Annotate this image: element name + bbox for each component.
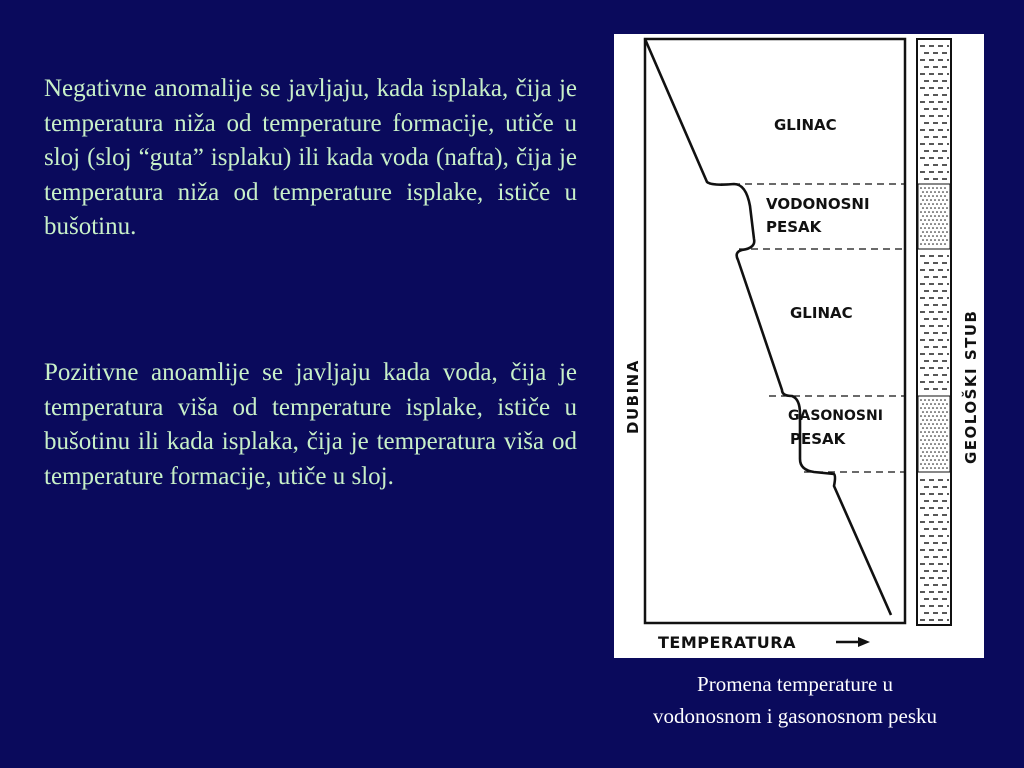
sand-dot [920, 399, 922, 401]
sand-dot [932, 407, 934, 409]
axis-label-temperature: TEMPERATURA [658, 633, 796, 652]
sand-dot [922, 467, 924, 469]
sand-dot [946, 403, 948, 405]
layer-label: GLINAC [774, 116, 837, 134]
sand-dot [936, 243, 938, 245]
sand-dot [932, 463, 934, 465]
sand-dot [932, 447, 934, 449]
sand-dot [946, 199, 948, 201]
paragraph-negative-anomalies: Negativne anomalije se javljaju, kada isplaka, čija je temperatura niža od temperature formacije, utiče u sloj (sloj “guta” isplaku) ili kada voda (nafta), čija je temperatura niža od temperature isplake, ističe u bušotinu. [44, 75, 577, 240]
column-label: GEOLOŠKI STUB [962, 309, 980, 464]
sand-dot [936, 463, 938, 465]
sand-dot [942, 419, 944, 421]
layer-label: PESAK [790, 430, 846, 448]
sand-dot [922, 191, 924, 193]
sand-dot [940, 423, 942, 425]
sand-dot [932, 439, 934, 441]
sand-dot [934, 199, 936, 201]
sand-dot [936, 447, 938, 449]
sand-dot [940, 195, 942, 197]
sand-dot [922, 199, 924, 201]
sand-dot [940, 211, 942, 213]
sand-dot [928, 243, 930, 245]
sand-dot [944, 399, 946, 401]
sand-dot [940, 407, 942, 409]
sand-dot [920, 195, 922, 197]
sand-dot [932, 227, 934, 229]
sand-dot [928, 235, 930, 237]
sand-dot [926, 419, 928, 421]
sand-dot [924, 399, 926, 401]
sand-dot [944, 235, 946, 237]
sand-dot [934, 443, 936, 445]
sand-dot [936, 195, 938, 197]
sand-dot [944, 463, 946, 465]
sand-dot [928, 407, 930, 409]
sand-dot [946, 419, 948, 421]
sand-dot [924, 415, 926, 417]
sand-dot [922, 419, 924, 421]
sand-dot [946, 459, 948, 461]
sand-dot [940, 243, 942, 245]
sand-dot [920, 227, 922, 229]
sand-dot [936, 227, 938, 229]
sand-dot [930, 435, 932, 437]
sand-dot [924, 227, 926, 229]
sand-dot [926, 207, 928, 209]
sand-dot [934, 215, 936, 217]
sand-dot [922, 459, 924, 461]
sand-dot [942, 199, 944, 201]
sand-dot [926, 215, 928, 217]
sand-dot [926, 427, 928, 429]
sand-dot [944, 243, 946, 245]
sand-dot [934, 459, 936, 461]
sand-dot [922, 215, 924, 217]
sand-dot [928, 463, 930, 465]
sand-dot [944, 415, 946, 417]
sand-dot [930, 459, 932, 461]
sand-dot [922, 451, 924, 453]
sand-dot [932, 187, 934, 189]
sand-dot [932, 235, 934, 237]
sand-dot [942, 239, 944, 241]
sand-dot [942, 191, 944, 193]
sand-dot [936, 211, 938, 213]
sand-dot [934, 419, 936, 421]
sand-dot [940, 235, 942, 237]
sand-dot [924, 423, 926, 425]
sand-dot [920, 423, 922, 425]
sand-dot [924, 211, 926, 213]
sand-dot [946, 191, 948, 193]
sand-dot [928, 439, 930, 441]
sand-dot [934, 411, 936, 413]
sand-dot [922, 223, 924, 225]
sand-dot [936, 219, 938, 221]
geological-column [917, 39, 951, 625]
sand-dot [940, 415, 942, 417]
layer-label: VODONOSNI [766, 195, 870, 213]
sand-dot [926, 239, 928, 241]
sand-dot [932, 423, 934, 425]
sand-dot [932, 195, 934, 197]
sand-dot [928, 195, 930, 197]
sand-dot [926, 459, 928, 461]
sand-dot [922, 239, 924, 241]
sand-dot [926, 223, 928, 225]
figure-svg [614, 34, 984, 658]
sand-dot [940, 463, 942, 465]
sand-dot [940, 455, 942, 457]
sand-dot [944, 439, 946, 441]
sand-dot [928, 423, 930, 425]
sand-dot [920, 211, 922, 213]
sand-dot [932, 219, 934, 221]
sand-dot [944, 431, 946, 433]
sand-dot [940, 219, 942, 221]
sand-dot [940, 187, 942, 189]
sand-dot [930, 443, 932, 445]
sand-dot [930, 427, 932, 429]
sand-dot [936, 187, 938, 189]
sand-dot [938, 223, 940, 225]
sand-dot [924, 243, 926, 245]
axis-label-depth: DUBINA [624, 359, 642, 434]
sand-dot [930, 199, 932, 201]
sand-dot [924, 463, 926, 465]
sand-dot [932, 243, 934, 245]
sand-dot [940, 439, 942, 441]
sand-dot [926, 411, 928, 413]
sand-dot [920, 463, 922, 465]
sand-dot [938, 467, 940, 469]
sand-dot [930, 215, 932, 217]
sand-dot [944, 187, 946, 189]
sand-dot [940, 203, 942, 205]
sand-dot [920, 415, 922, 417]
sand-dot [946, 223, 948, 225]
sand-dot [930, 419, 932, 421]
sand-dot [922, 411, 924, 413]
sand-dot [936, 415, 938, 417]
sand-dot [922, 207, 924, 209]
sand-dot [946, 451, 948, 453]
sand-dot [936, 407, 938, 409]
sand-dot [928, 203, 930, 205]
sand-dot [946, 435, 948, 437]
sand-dot [930, 403, 932, 405]
sand-dot [940, 227, 942, 229]
sand-dot [928, 431, 930, 433]
sand-dot [944, 407, 946, 409]
sand-dot [920, 243, 922, 245]
sand-dot [938, 411, 940, 413]
sand-dot [944, 203, 946, 205]
sand-dot [924, 235, 926, 237]
sand-dot [920, 219, 922, 221]
sand-dot [936, 399, 938, 401]
sand-dot [924, 195, 926, 197]
sand-dot [922, 443, 924, 445]
sand-dot [942, 451, 944, 453]
sand-dot [928, 219, 930, 221]
sand-dot [932, 211, 934, 213]
sand-dot [928, 399, 930, 401]
sand-dot [938, 427, 940, 429]
sand-dot [940, 399, 942, 401]
sand-dot [922, 435, 924, 437]
sand-dot [934, 223, 936, 225]
sand-dot [926, 443, 928, 445]
sand-dot [920, 455, 922, 457]
sand-dot [924, 455, 926, 457]
sand-dot [920, 235, 922, 237]
sand-dot [928, 455, 930, 457]
sand-dot [924, 219, 926, 221]
sand-dot [928, 211, 930, 213]
sand-dot [944, 211, 946, 213]
sand-dot [944, 227, 946, 229]
sand-dot [938, 215, 940, 217]
sand-dot [946, 215, 948, 217]
sand-dot [920, 439, 922, 441]
sand-dot [932, 203, 934, 205]
sand-dot [924, 187, 926, 189]
sand-dot [926, 199, 928, 201]
sand-dot [944, 455, 946, 457]
sand-dot [942, 467, 944, 469]
sand-dot [946, 231, 948, 233]
sand-dot [946, 427, 948, 429]
sand-dot [930, 239, 932, 241]
sand-dot [942, 459, 944, 461]
sand-dot [938, 199, 940, 201]
sand-dot [926, 191, 928, 193]
sand-dot [946, 467, 948, 469]
sand-dot [934, 403, 936, 405]
sand-dot [934, 451, 936, 453]
sand-dot [942, 231, 944, 233]
sand-dot [936, 431, 938, 433]
sand-dot [934, 231, 936, 233]
sand-dot [926, 435, 928, 437]
layer-label: GLINAC [790, 304, 853, 322]
temperature-curve [645, 39, 891, 615]
sand-dot [946, 239, 948, 241]
sand-dot [944, 423, 946, 425]
layer-label: PESAK [766, 218, 822, 236]
arrow-right-icon [836, 637, 870, 647]
sand-dot [938, 443, 940, 445]
sand-dot [946, 443, 948, 445]
sand-dot [942, 443, 944, 445]
sand-dot [944, 219, 946, 221]
sand-dot [934, 467, 936, 469]
sand-dot [936, 235, 938, 237]
sand-dot [932, 399, 934, 401]
sand-dot [938, 435, 940, 437]
sand-dot [926, 467, 928, 469]
sand-dot [924, 447, 926, 449]
sand-dot [942, 411, 944, 413]
sand-dot [936, 203, 938, 205]
sand-dot [928, 415, 930, 417]
sand-dot [934, 191, 936, 193]
sand-dot [944, 195, 946, 197]
sand-dot [922, 403, 924, 405]
caption-line: Promena temperature u [697, 672, 893, 696]
sand-dot [942, 215, 944, 217]
sand-dot [924, 407, 926, 409]
sand-dot [932, 455, 934, 457]
sand-dot [930, 451, 932, 453]
sand-dot [930, 411, 932, 413]
sand-dot [938, 231, 940, 233]
sand-dot [932, 431, 934, 433]
sand-dot [934, 435, 936, 437]
sand-dot [926, 231, 928, 233]
sand-dot [938, 191, 940, 193]
sand-dot [924, 439, 926, 441]
sand-dot [934, 207, 936, 209]
sand-dot [924, 203, 926, 205]
sand-dot [938, 419, 940, 421]
sand-dot [926, 451, 928, 453]
column-frame [917, 39, 951, 625]
sand-dot [938, 239, 940, 241]
sand-dot [920, 187, 922, 189]
sand-dot [946, 411, 948, 413]
sand-dot [942, 427, 944, 429]
sand-dot [930, 467, 932, 469]
sand-dot [930, 207, 932, 209]
sand-dot [942, 207, 944, 209]
sand-dot [930, 223, 932, 225]
sand-dot [928, 447, 930, 449]
sand-dot [936, 455, 938, 457]
sand-dot [940, 447, 942, 449]
sand-dot [930, 231, 932, 233]
sand-dot [920, 447, 922, 449]
caption-line: vodonosnom i gasonosnom pesku [652, 704, 938, 728]
layer-label: GASONOSNI [788, 408, 883, 424]
paragraph-positive-anomalies: Pozitivne anoamlije se javljaju kada voda, čija je temperatura viša od temperature isplake, ističe u bušotinu ili kada isplaka, čija je temperatura viša od temperature formacije, utiče u sloj. [44, 359, 577, 490]
sand-dot [928, 187, 930, 189]
sand-dot [922, 427, 924, 429]
sand-dot [934, 239, 936, 241]
figure-caption [590, 668, 1000, 732]
sand-dot [936, 439, 938, 441]
sand-dot [938, 403, 940, 405]
sand-dot [926, 403, 928, 405]
sand-dot [942, 435, 944, 437]
sand-dot [930, 191, 932, 193]
sand-dot [938, 207, 940, 209]
sand-dot [938, 451, 940, 453]
sand-dot [924, 431, 926, 433]
sand-dot [940, 431, 942, 433]
sand-dot [944, 447, 946, 449]
sand-dot [934, 427, 936, 429]
sand-dot [920, 407, 922, 409]
sand-dot [942, 223, 944, 225]
sand-dot [922, 231, 924, 233]
sand-dot [920, 203, 922, 205]
sand-dot [932, 415, 934, 417]
sand-dot [936, 423, 938, 425]
sand-dot [928, 227, 930, 229]
sand-dot [938, 459, 940, 461]
sand-dot [942, 403, 944, 405]
temperature-depth-figure [614, 34, 984, 658]
sand-dot [946, 207, 948, 209]
sand-dot [920, 431, 922, 433]
